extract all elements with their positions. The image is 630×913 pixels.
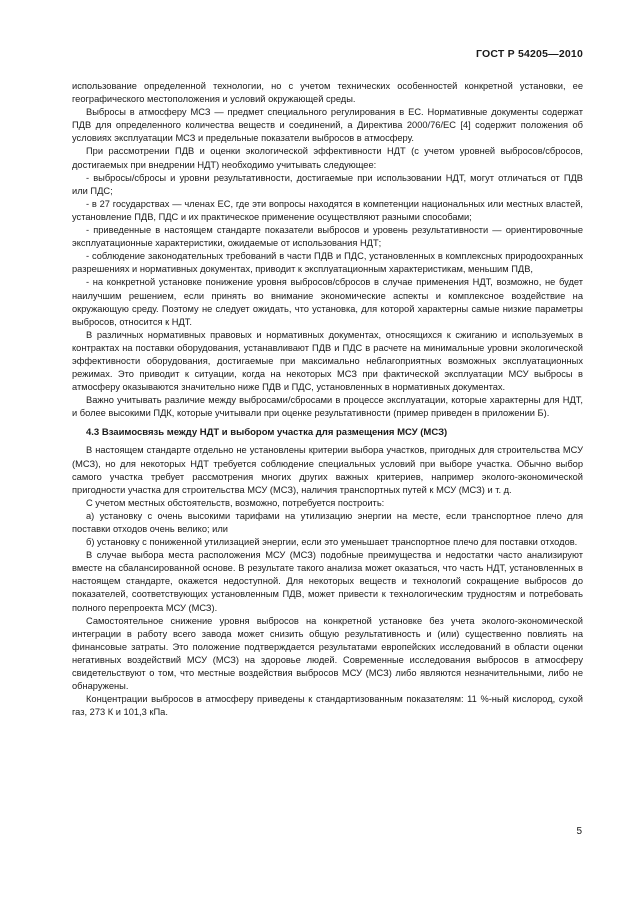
paragraph: В различных нормативных правовых и нормативных документах, относящихся к сжиганию и используемых в контрактах на поставки оборудования, устанавливают ПДВ и ПДС в расчете на минимальные уровни экологической эффективности оборудования, достигаемые при максимально неблагоприятных возможных эксплуатационных режимах. Это приводит к ситуации, когда на некоторых МСЗ при фактической эксплуатации МСУ выбросы в атмосферу оказываются значительно ниже ПДВ и ПДС, установленных в нормативных документах. xyxy=(72,329,583,393)
page-number: 5 xyxy=(576,826,582,837)
paragraph: Самостоятельное снижение уровня выбросов на конкретной установке без учета эколого-экономической интеграции в работу всего завода может снизить общую результативность и (или) существенно повлиять на финансовые затраты. Это положение подтверждается результатами европейских исследований в области оценки негативных воздействий МСУ (МСЗ) на здоровье людей. Современные исследования выбросов в атмосферу свидетельствуют о том, что местные воздействия выбросов МСУ (МСЗ) либо являются незначительными, либо не обнаружены. xyxy=(72,615,583,692)
list-item: - соблюдение законодательных требований в части ПДВ и ПДС, установленных в комплексных природоохранных разрешениях и нормативных документах, приводит к эксплуатационным характеристикам, меньшим ПДВ, xyxy=(72,251,583,275)
list-item: б) установку с пониженной утилизацией энергии, если это уменьшает транспортное плечо для поставки отходов. xyxy=(86,537,578,548)
list-item: а) установку с очень высокими тарифами на утилизацию энергии на месте, если транспортное плечо для поставки отходов очень велико; или xyxy=(72,510,583,534)
paragraph: использование определенной технологии, но с учетом технических особенностей конкретной установки, ее географического местоположения и условий окружающей среды. xyxy=(72,81,583,105)
list-item: - приведенные в настоящем стандарте показатели выбросов и уровень результативности — ориентировочные эксплуатационные характеристики, ожидаемые от использования НДТ; xyxy=(72,225,583,249)
list-item: - в 27 государствах — членах ЕС, где эти вопросы находятся в компетенции национальных или местных властей, установление ПДВ, ПДС и их практическое применение осуществляют разными способами; xyxy=(72,198,583,222)
paragraph: Концентрации выбросов в атмосферу приведены к стандартизованным показателям: 11 %-ный кислород, сухой газ, 273 К и 101,3 кПа. xyxy=(72,694,583,718)
section-heading: 4.3 Взаимосвязь между НДТ и выбором участка для размещения МСУ (МСЗ) xyxy=(86,427,448,439)
standard-code-header: ГОСТ Р 54205—2010 xyxy=(475,48,583,60)
paragraph: При рассмотрении ПДВ и оценки экологической эффективности НДТ (с учетом уровней выбросов/сбросов, достигаемых при внедрении НДТ) необходимо учитывать следующее: xyxy=(72,146,583,170)
paragraph: Важно учитывать различие между выбросами/сбросами в процессе эксплуатации, которые характерны для НДТ, и более высокими ПДК, которые учитывали при оценке результативности (пример приведен в приложении Б). xyxy=(72,395,583,419)
list-item: - выбросы/сбросы и уровни результативности, достигаемые при использовании НДТ, могут отличаться от ПДВ или ПДС; xyxy=(72,172,583,196)
paragraph: В случае выбора места расположения МСУ (МСЗ) подобные преимущества и недостатки часто анализируют вместе на сбалансированной основе. В результате такого анализа может оказаться, что часть НДТ, установленных в настоящем стандарте, окажется недоступной. Для некоторых веществ и технологий сокращение выбросов до показателей, соответствующих установленным ПДВ, может привести к технологическим трудностям и потребовать полного перепроекта МСУ (МСЗ). xyxy=(72,550,583,613)
paragraph: Выбросы в атмосферу МСЗ — предмет специального регулирования в ЕС. Нормативные документы содержат ПДВ для определенного количества веществ и соединений, а Директива 2000/76/ЕС [4] содержит положения об условиях эксплуатации МСЗ и предельные показатели выбросов в атмосферу. xyxy=(72,107,583,144)
list-item: - на конкретной установке понижение уровня выбросов/сбросов в случае применения НДТ, возможно, не будет наилучшим решением, если принять во внимание экономические аспекты и комплексное воздействие на окружающую среду. Поэтому не следует ожидать, что установка, для которой характерны самые низкие параметры выбросов, относится к НДТ. xyxy=(72,277,583,327)
document-body xyxy=(72,80,583,719)
paragraph: С учетом местных обстоятельств, возможно, потребуется построить: xyxy=(86,497,385,508)
paragraph: В настоящем стандарте отдельно не установлены критерии выбора участков, пригодных для строительства МСУ (МСЗ), но для некоторых НДТ требуется соблюдение специальных условий при выборе участка. Обычно выбор самого участка требует рассмотрения многих других важных критериев, например эколого-экономической пригодности участка для строительства МСУ (МСЗ), наличия транспортных путей к МСУ (МСЗ) и т. д. xyxy=(72,445,583,495)
